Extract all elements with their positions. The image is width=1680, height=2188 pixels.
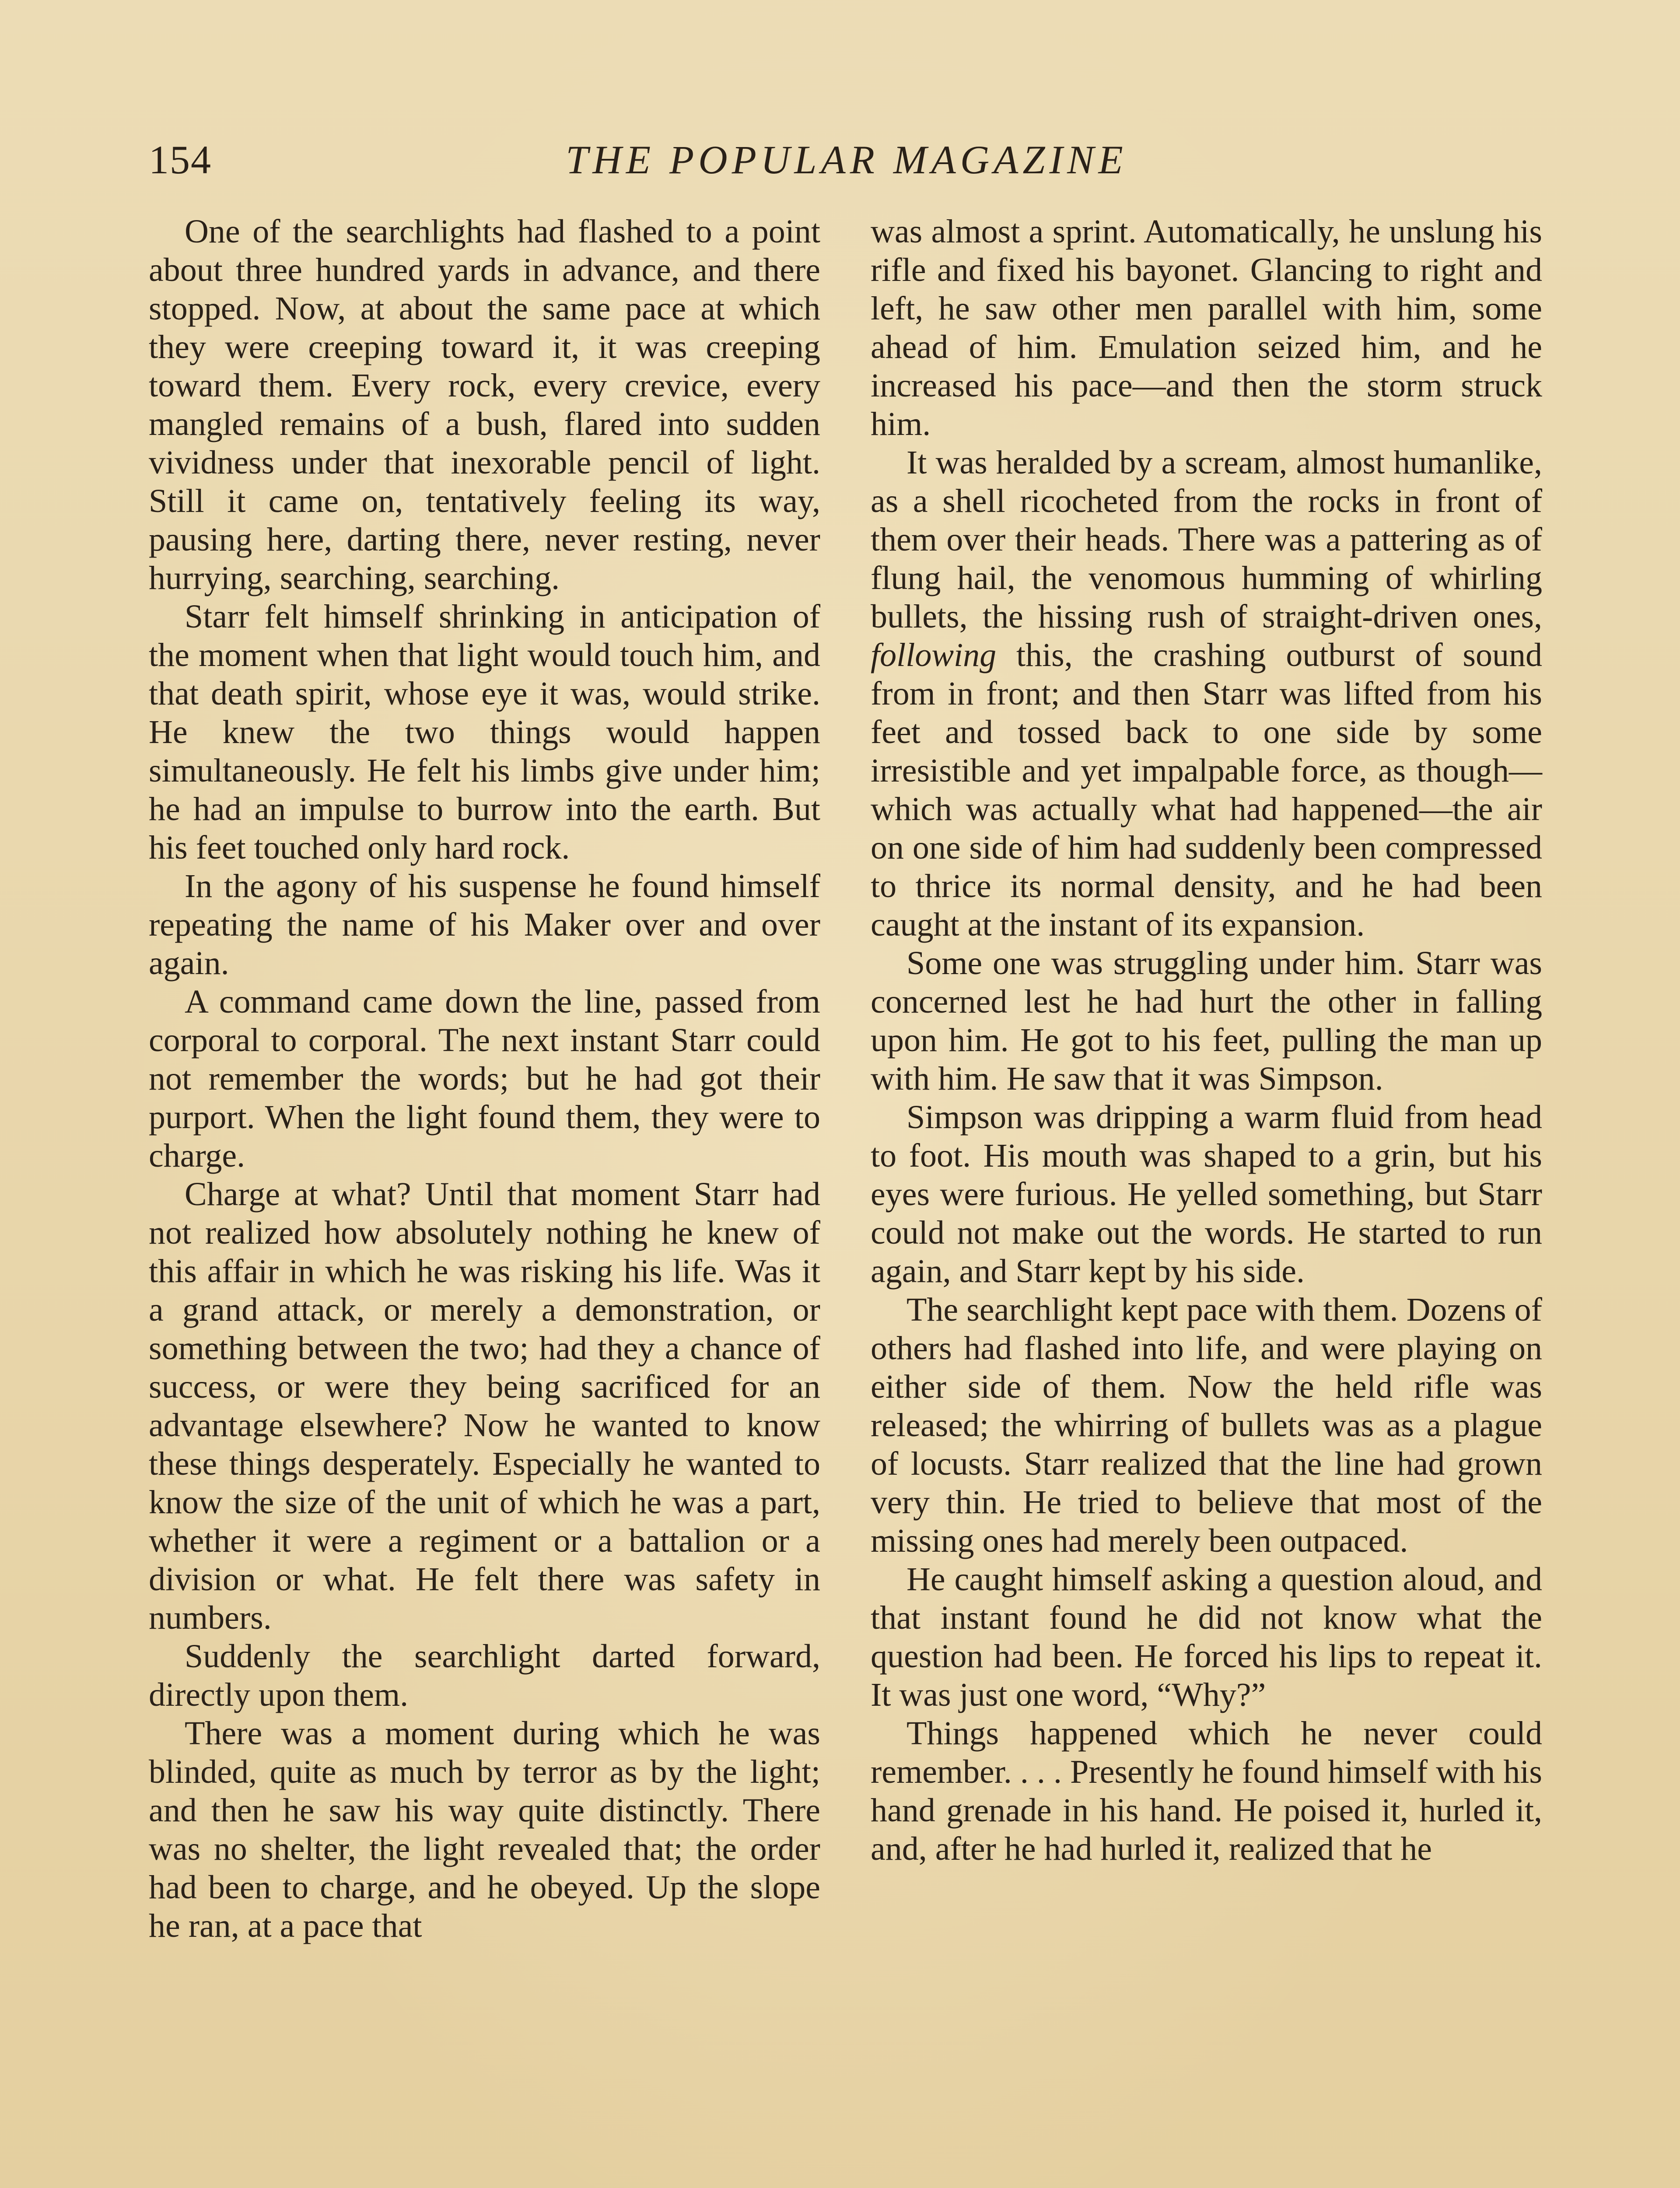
paragraph: Suddenly the searchlight darted forward, directly upon them. xyxy=(149,1638,820,1713)
paragraph xyxy=(871,443,1542,944)
paragraph: A command came down the line, passed from corporal to corporal. The next instant Starr could not remember the words; but he had got their purport. When the light found them, they were to charge. xyxy=(149,983,820,1174)
paragraph: Things happened which he never could remember. . . . Presently he found himself with his hand grenade in his hand. He poised it, hurled it, and, after he had hurled it, realized that he xyxy=(871,1715,1542,1867)
paragraph: In the agony of his suspense he found himself repeating the name of his Maker over and over again. xyxy=(149,868,820,982)
paragraph: He caught himself asking a question aloud, and that instant found he did not know what the question had been. He forced his lips to repeat it. It was just one word, “Why?” xyxy=(871,1561,1542,1713)
paragraph: One of the searchlights had flashed to a point about three hundred yards in advance, and there stopped. Now, at about the same pace at which they were creeping toward it, it was creeping toward them. Every rock, every crevice, every mangled remains of a bush, flared into sudden vividness under that inexorable pencil of light. Still it came on, tentatively feeling its way, pausing here, darting there, never resting, never hurrying, searching, searching. xyxy=(149,213,820,596)
paragraph: There was a moment during which he was blinded, quite as much by terror as by the light; and then he saw his way quite distinctly. There was no shelter, the light revealed that; the order had been to charge, and he obeyed. Up the slope he ran, at a pace that xyxy=(149,1715,820,1944)
paragraph-text: this, the crashing outburst of sound from in front; and then Starr was lifted from his feet and tossed back to one side by some irresistible and yet impalpable force, as though—which was actually what had happened—the air on one side of him had suddenly been compressed to thrice its normal density, and he had been caught at the instant of its expansion. xyxy=(871,637,1542,943)
paragraph-text: It was heralded by a scream, almost humanlike, as a shell ricocheted from the rocks in front of them over their heads. There was a pattering as of flung hail, the venomous humming of whirling bullets, the hissing rush of straight-driven ones, xyxy=(871,444,1542,635)
right-column xyxy=(871,212,1542,2188)
paragraph: Some one was struggling under him. Starr was concerned lest he had hurt the other in falling upon him. He got to his feet, pulling the man up with him. He saw that it was Simpson. xyxy=(871,945,1542,1097)
italic-word: following xyxy=(871,637,997,673)
paragraph: Simpson was dripping a warm fluid from head to foot. His mouth was shaped to a grin, but his eyes were furious. He yelled something, but Starr could not make out the words. He started to run again, and Starr kept by his side. xyxy=(871,1099,1542,1290)
paragraph: Starr felt himself shrinking in anticipation of the moment when that light would touch him, and that death spirit, whose eye it was, would strike. He knew the two things would happen simultaneously. He felt his limbs give under him; he had an impulse to burrow into the earth. But his feet touched only hard rock. xyxy=(149,598,820,866)
paragraph: The searchlight kept pace with them. Dozens of others had flashed into life, and were playing on either side of them. Now the held rifle was released; the whirring of bullets was as a plague of locusts. Starr realized that the line had grown very thin. He tried to believe that most of the missing ones had merely been outpaced. xyxy=(871,1291,1542,1559)
running-title: THE POPULAR MAGAZINE xyxy=(566,137,1127,182)
page-header xyxy=(149,131,1544,188)
left-column xyxy=(149,212,820,2188)
paragraph-continuation: was almost a sprint. Automatically, he unslung his rifle and fixed his bayonet. Glancing to right and left, he saw other men parallel with him, some ahead of him. Emulation seized him, and he increased his pace—and then the storm struck him. xyxy=(871,213,1542,442)
text-columns xyxy=(149,212,1544,2188)
paragraph: Charge at what? Until that moment Starr had not realized how absolutely nothing he knew of this affair in which he was risking his life. Was it a grand attack, or merely a demonstration, or something between the two; had they a chance of success, or were they being sacrificed for an advantage elsewhere? Now he wanted to know these things desperately. Especially he wanted to know the size of the unit of which he was a part, whether it were a regiment or a battalion or a division or what. He felt there was safety in numbers. xyxy=(149,1176,820,1636)
page-number: 154 xyxy=(149,137,212,182)
